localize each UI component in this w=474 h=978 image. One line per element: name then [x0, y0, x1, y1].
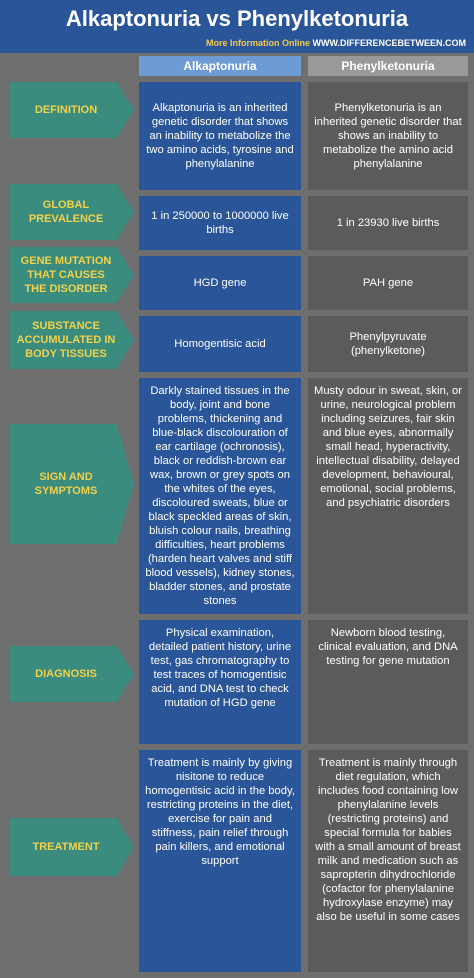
column-header-alkaptonuria: Alkaptonuria — [139, 56, 301, 76]
cell-definition-alkaptonuria: Alkaptonuria is an inherited genetic disorder that shows an inability to metabolize the two amino acids, tyrosine and phenylalanine — [139, 82, 301, 190]
cell-substance-phenylketonuria: Phenylpyruvate (phenylketone) — [308, 316, 468, 372]
row-label-sign-and-symptoms: SIGN AND SYMPTOMS — [10, 424, 134, 544]
row-label-diagnosis: DIAGNOSIS — [10, 646, 134, 702]
row-label-global-prevalence: GLOBAL PREVALENCE — [10, 184, 134, 240]
row-label-gene-mutation: GENE MUTATION THAT CAUSES THE DISORDER — [10, 247, 134, 303]
cell-substance-alkaptonuria: Homogentisic acid — [139, 316, 301, 372]
cell-prevalence-alkaptonuria: 1 in 250000 to 1000000 live births — [139, 196, 301, 250]
cell-diagnosis-alkaptonuria: Physical examination, detailed patient history, urine test, gas chromatography to test traces of homogentisic acid, and DNA test to check mutation of HGD gene — [139, 620, 301, 744]
cell-gene-alkaptonuria: HGD gene — [139, 256, 301, 310]
row-label-substance-accumulated: SUBSTANCE ACCUMULATED IN BODY TISSUES — [10, 311, 134, 369]
row-label-definition: DEFINITION — [10, 82, 134, 138]
row-label-treatment: TREATMENT — [10, 818, 134, 876]
website-link[interactable]: WWW.DIFFERENCEBETWEEN.COM — [312, 38, 466, 48]
cell-prevalence-phenylketonuria: 1 in 23930 live births — [308, 196, 468, 250]
page-title: Alkaptonuria vs Phenylketonuria — [65, 6, 409, 31]
cell-symptoms-phenylketonuria: Musty odour in sweat, skin, or urine, neurological problem including seizures, fair skin and blue eyes, abnormally small head, hyperactivity, intellectual disability, delayed development, behavioural, emotional, social problems, and psychiatric disorders — [308, 378, 468, 614]
cell-treatment-phenylketonuria: Treatment is mainly through diet regulation, which includes food containing low phenylalanine levels (restricting proteins) and special formula for babies with a small amount of breast milk and medication such as sapropterin dihydrochloride (cofactor for phenylalanine hydroxylase enzyme) may also be useful in some cases — [308, 750, 468, 972]
header-banner — [0, 0, 474, 53]
source-line — [206, 38, 466, 49]
cell-definition-phenylketonuria: Phenylketonuria is an inherited genetic disorder that shows an inability to metabolize the amino acid phenylalanine — [308, 82, 468, 190]
cell-gene-phenylketonuria: PAH gene — [308, 256, 468, 310]
column-header-phenylketonuria: Phenylketonuria — [308, 56, 468, 76]
more-info-text: More Information Online — [205, 38, 310, 48]
cell-symptoms-alkaptonuria: Darkly stained tissues in the body, joint and bone problems, thickening and blue-black discolouration of ear cartilage (ochronosis), black or reddish-brown ear wax, brown or grey spots on the whites of the eyes, discoloured sweats, blue or black speckled areas of skin, bluish colour nails, breathing difficulties, heart problems (harden heart valves and stiff blood vessels), kidney stones, bladder stones, and prostate stones — [139, 378, 301, 614]
cell-diagnosis-phenylketonuria: Newborn blood testing, clinical evaluation, and DNA testing for gene mutation — [308, 620, 468, 744]
cell-treatment-alkaptonuria: Treatment is mainly by giving nisitone to reduce homogentisic acid in the body, restricting proteins in the diet, exercise for pain and stiffness, pain relief through pain killers, and emotional support — [139, 750, 301, 972]
